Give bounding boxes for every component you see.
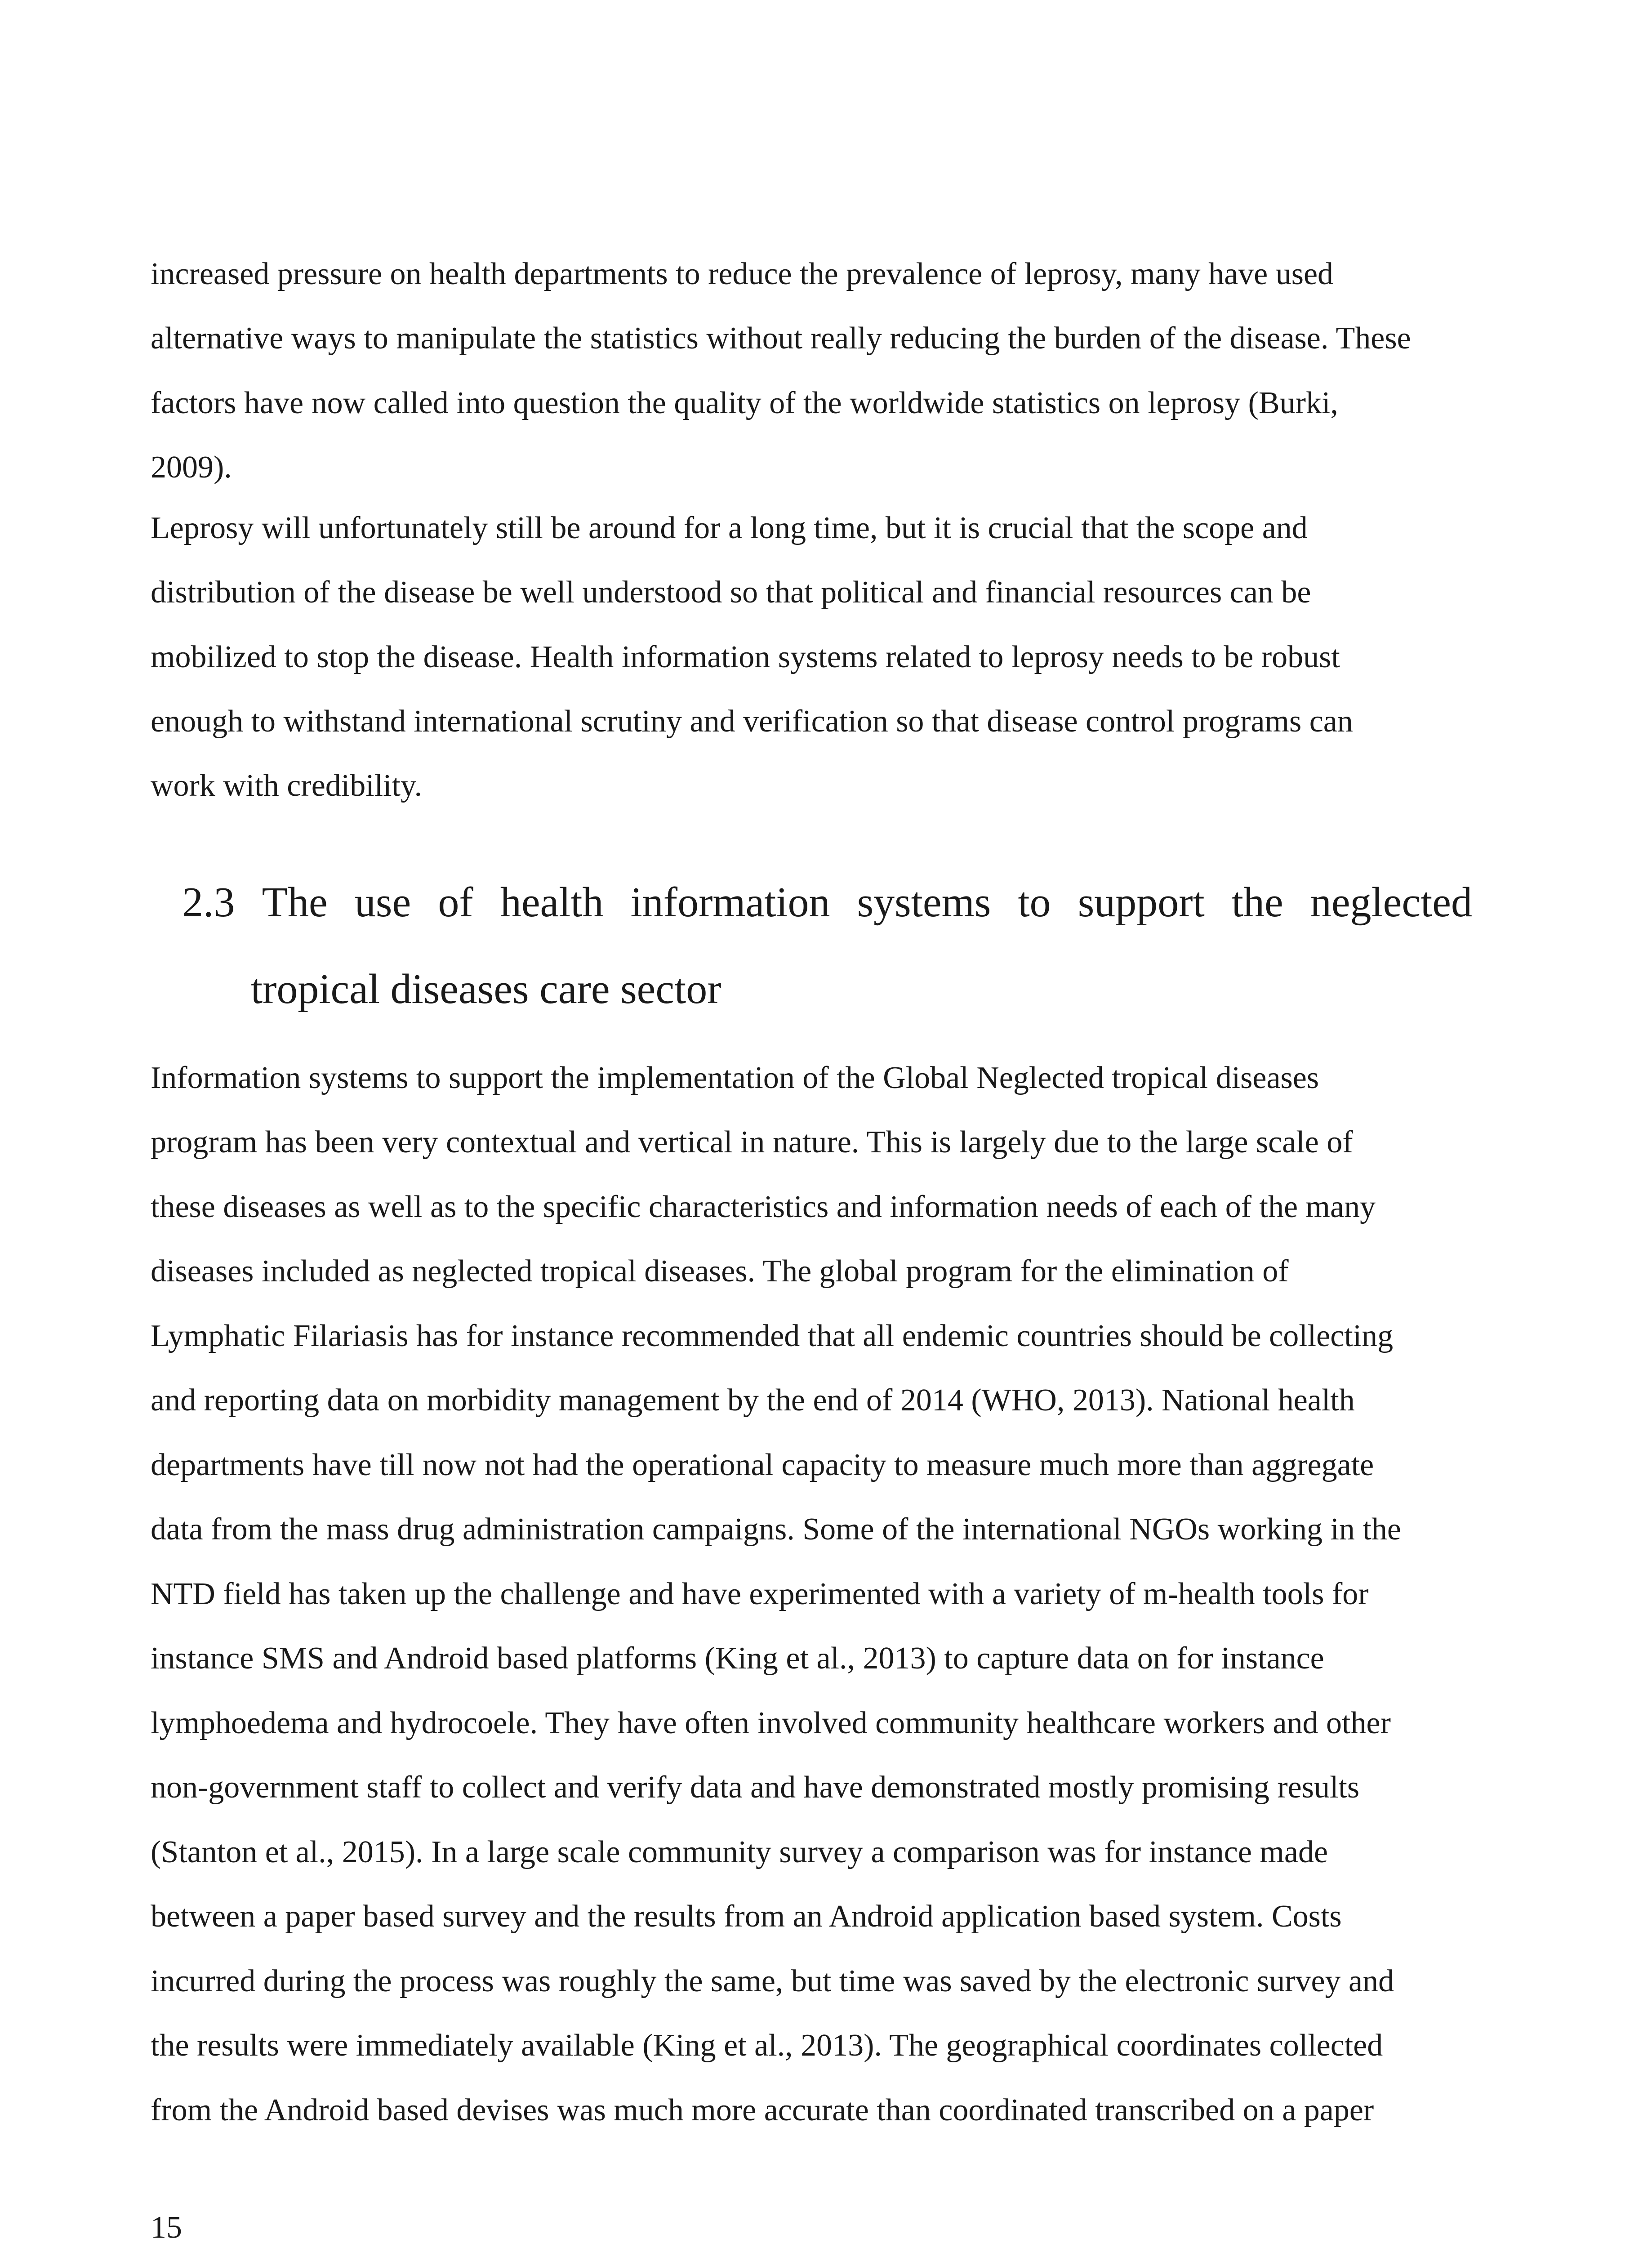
body-text-line: Lymphatic Filariasis has for instance recommended that all endemic countries should be collecting (151, 1319, 1394, 1353)
body-text-line: diseases included as neglected tropical diseases. The global program for the elimination of (151, 1254, 1289, 1289)
body-text-line: non-government staff to collect and verify data and have demonstrated mostly promising results (151, 1770, 1360, 1805)
heading-word: of (438, 879, 473, 926)
body-text-line: Information systems to support the implementation of the Global Neglected tropical diseases (151, 1061, 1319, 1095)
section-heading-line-1 (182, 879, 1472, 926)
body-text-line: alternative ways to manipulate the statistics without really reducing the burden of the disease. These (151, 321, 1411, 356)
body-text-line: incurred during the process was roughly the same, but time was saved by the electronic survey and (151, 1964, 1394, 1998)
body-text-line: between a paper based survey and the results from an Android application based system. Costs (151, 1899, 1342, 1934)
body-text-line: distribution of the disease be well understood so that political and financial resources can be (151, 575, 1311, 610)
section-heading-line-2: tropical diseases care sector (251, 966, 721, 1012)
page-number: 15 (151, 2210, 182, 2245)
body-text-line: mobilized to stop the disease. Health information systems related to leprosy needs to be robust (151, 640, 1340, 674)
body-text-line: instance SMS and Android based platforms (King et al., 2013) to capture data on for instance (151, 1641, 1324, 1676)
body-text-line: and reporting data on morbidity management by the end of 2014 (WHO, 2013). National health (151, 1383, 1355, 1418)
heading-word: use (354, 879, 411, 926)
body-text-line: program has been very contextual and vertical in nature. This is largely due to the large scale of (151, 1125, 1353, 1160)
heading-word: The (262, 879, 328, 926)
body-text-line: enough to withstand international scrutiny and verification so that disease control programs can (151, 704, 1353, 739)
body-text-line: increased pressure on health departments to reduce the prevalence of leprosy, many have used (151, 257, 1334, 291)
heading-word: support (1078, 879, 1205, 926)
body-text-line: 2009). (151, 450, 232, 485)
body-text-line: the results were immediately available (King et al., 2013). The geographical coordinates collected (151, 2028, 1383, 2063)
heading-word: neglected (1310, 879, 1472, 926)
heading-word: the (1231, 879, 1283, 926)
body-text-line: departments have till now not had the operational capacity to measure much more than aggregate (151, 1448, 1374, 1482)
body-text-line: from the Android based devises was much more accurate than coordinated transcribed on a paper (151, 2093, 1374, 2128)
body-text-line: (Stanton et al., 2015). In a large scale community survey a comparison was for instance made (151, 1835, 1328, 1869)
body-text-line: these diseases as well as to the specific characteristics and information needs of each of the many (151, 1190, 1376, 1224)
body-text-line: data from the mass drug administration campaigns. Some of the international NGOs working in the (151, 1512, 1401, 1547)
body-text-line: Leprosy will unfortunately still be around for a long time, but it is crucial that the scope and (151, 511, 1308, 545)
section-number: 2.3 (182, 879, 235, 926)
heading-word: health (500, 879, 604, 926)
body-text-line: lymphoedema and hydrocoele. They have often involved community healthcare workers and other (151, 1706, 1391, 1740)
body-text-line: NTD field has taken up the challenge and have experimented with a variety of m-health tools for (151, 1577, 1369, 1611)
heading-word: information (630, 879, 830, 926)
heading-word: to (1018, 879, 1051, 926)
body-text-line: work with credibility. (151, 768, 422, 803)
heading-word: systems (857, 879, 991, 926)
body-text-line: factors have now called into question the quality of the worldwide statistics on leprosy (Burki, (151, 386, 1338, 420)
